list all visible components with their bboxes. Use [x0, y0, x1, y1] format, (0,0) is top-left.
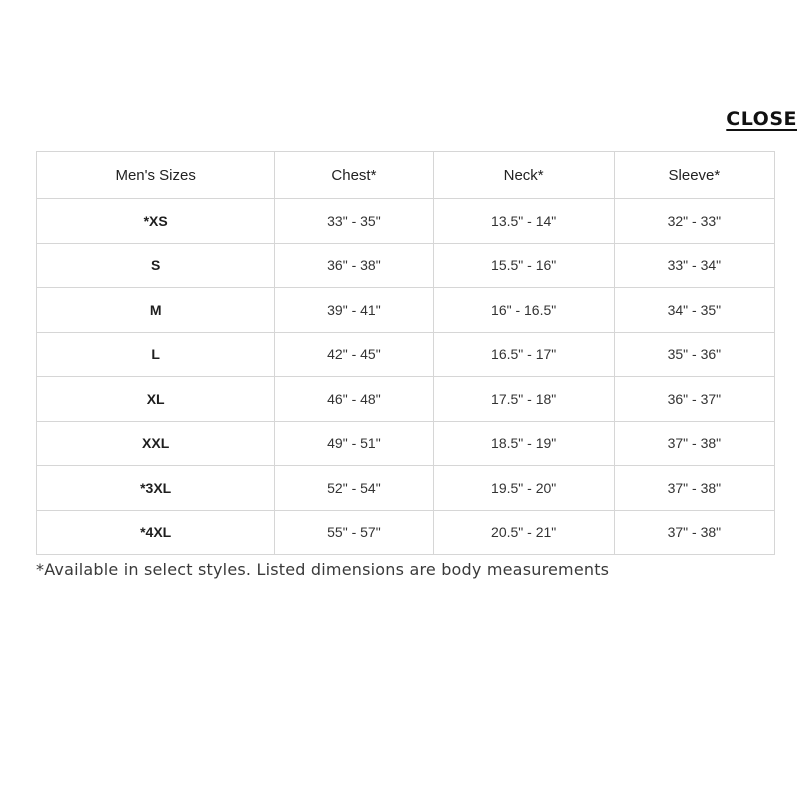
chest-cell: 39" - 41" [275, 288, 433, 333]
neck-cell: 15.5" - 16" [433, 243, 614, 288]
neck-cell: 16.5" - 17" [433, 332, 614, 377]
header-mens-sizes: Men's Sizes [37, 152, 275, 199]
size-cell: *XS [37, 199, 275, 244]
sleeve-cell: 35" - 36" [614, 332, 774, 377]
header-neck: Neck* [433, 152, 614, 199]
sleeve-cell: 37" - 38" [614, 466, 774, 511]
sleeve-cell: 32" - 33" [614, 199, 774, 244]
size-cell: L [37, 332, 275, 377]
sleeve-cell: 37" - 38" [614, 510, 774, 555]
chest-cell: 46" - 48" [275, 377, 433, 422]
sleeve-cell: 37" - 38" [614, 421, 774, 466]
chest-cell: 36" - 38" [275, 243, 433, 288]
chest-cell: 33" - 35" [275, 199, 433, 244]
size-chart-table [36, 151, 775, 555]
chest-cell: 52" - 54" [275, 466, 433, 511]
neck-cell: 17.5" - 18" [433, 377, 614, 422]
chest-cell: 49" - 51" [275, 421, 433, 466]
neck-cell: 20.5" - 21" [433, 510, 614, 555]
header-sleeve: Sleeve* [614, 152, 774, 199]
size-cell: *3XL [37, 466, 275, 511]
table-row [37, 288, 775, 333]
close-button[interactable]: CLOSE [726, 108, 797, 130]
sleeve-cell: 36" - 37" [614, 377, 774, 422]
chest-cell: 55" - 57" [275, 510, 433, 555]
table-row [37, 421, 775, 466]
sleeve-cell: 34" - 35" [614, 288, 774, 333]
table-row [37, 466, 775, 511]
table-row [37, 199, 775, 244]
sleeve-cell: 33" - 34" [614, 243, 774, 288]
table-row [37, 510, 775, 555]
chest-cell: 42" - 45" [275, 332, 433, 377]
size-cell: S [37, 243, 275, 288]
size-cell: M [37, 288, 275, 333]
size-cell: XXL [37, 421, 275, 466]
table-row [37, 243, 775, 288]
neck-cell: 19.5" - 20" [433, 466, 614, 511]
table-header-row [37, 152, 775, 199]
size-cell: *4XL [37, 510, 275, 555]
header-chest: Chest* [275, 152, 433, 199]
footnote: *Available in select styles. Listed dimensions are body measurements [36, 560, 610, 579]
neck-cell: 18.5" - 19" [433, 421, 614, 466]
neck-cell: 13.5" - 14" [433, 199, 614, 244]
table-row [37, 332, 775, 377]
size-cell: XL [37, 377, 275, 422]
table-row [37, 377, 775, 422]
neck-cell: 16" - 16.5" [433, 288, 614, 333]
